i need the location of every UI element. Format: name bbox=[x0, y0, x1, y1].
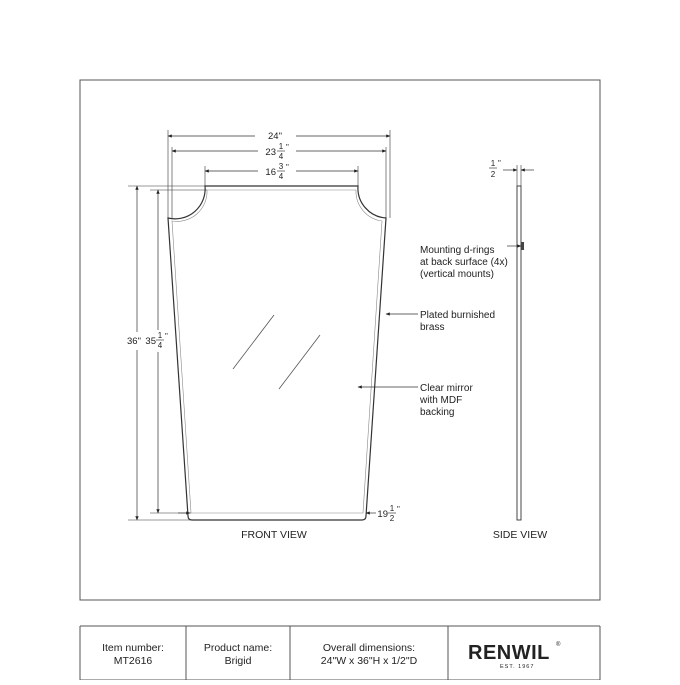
svg-text:backing: backing bbox=[420, 407, 455, 418]
dim-depth bbox=[489, 159, 501, 179]
svg-text:EST. 1967: EST. 1967 bbox=[500, 664, 535, 670]
svg-text:2: 2 bbox=[389, 514, 395, 523]
callout-mirror bbox=[419, 383, 473, 418]
svg-text:": " bbox=[165, 332, 168, 341]
svg-text:4: 4 bbox=[157, 341, 163, 350]
item-number-label: Item number: bbox=[102, 642, 164, 654]
d-ring-icon bbox=[521, 242, 524, 250]
side-view bbox=[489, 159, 547, 541]
svg-text:23: 23 bbox=[265, 147, 276, 158]
svg-text:3: 3 bbox=[278, 162, 284, 171]
svg-text:®: ® bbox=[556, 642, 561, 648]
dim-width-top bbox=[265, 162, 289, 181]
svg-text:": " bbox=[498, 159, 501, 168]
svg-text:4: 4 bbox=[278, 172, 284, 181]
dim-width-overall: 24" bbox=[268, 131, 282, 142]
svg-text:Clear mirror: Clear mirror bbox=[420, 383, 473, 394]
dim-height-inner bbox=[145, 331, 168, 350]
callout-finish bbox=[420, 310, 495, 333]
front-view bbox=[127, 130, 418, 541]
side-view-label: SIDE VIEW bbox=[492, 529, 548, 541]
svg-text:Plated burnished: Plated burnished bbox=[420, 310, 496, 321]
svg-text:": " bbox=[286, 163, 289, 172]
mirror-inner-outline bbox=[172, 190, 382, 513]
dim-width-inner bbox=[265, 142, 289, 161]
product-name-label: Product name: bbox=[203, 642, 273, 654]
svg-text:1: 1 bbox=[278, 142, 284, 151]
svg-text:": " bbox=[397, 505, 400, 514]
svg-text:1: 1 bbox=[490, 159, 496, 168]
side-profile bbox=[517, 186, 521, 520]
title-block bbox=[80, 626, 600, 680]
svg-text:2: 2 bbox=[490, 170, 496, 179]
svg-text:(vertical mounts): (vertical mounts) bbox=[420, 269, 494, 280]
svg-text:1: 1 bbox=[157, 331, 163, 340]
dim-height-overall: 36" bbox=[127, 336, 141, 347]
svg-text:RENWIL: RENWIL bbox=[468, 642, 550, 664]
svg-text:brass: brass bbox=[420, 322, 445, 333]
svg-text:16: 16 bbox=[265, 167, 276, 178]
svg-text:1: 1 bbox=[389, 504, 395, 513]
svg-text:Mounting d-rings: Mounting d-rings bbox=[420, 245, 495, 256]
item-number-value: MT2616 bbox=[113, 655, 153, 667]
overall-dimensions-label: Overall dimensions: bbox=[322, 642, 416, 654]
svg-text:19: 19 bbox=[377, 509, 388, 520]
svg-text:": " bbox=[286, 143, 289, 152]
brand-logo bbox=[468, 641, 561, 670]
callout-mounting bbox=[420, 245, 508, 280]
reflection-line bbox=[279, 335, 320, 389]
product-name-value: Brigid bbox=[224, 655, 252, 667]
front-view-label: FRONT VIEW bbox=[241, 529, 307, 541]
reflection-line bbox=[233, 315, 274, 369]
svg-text:4: 4 bbox=[278, 152, 284, 161]
svg-text:35: 35 bbox=[145, 336, 156, 347]
overall-dimensions-value: 24"W x 36"H x 1/2"D bbox=[320, 655, 418, 667]
dim-width-bottom bbox=[377, 504, 400, 523]
svg-text:with MDF: with MDF bbox=[420, 395, 463, 406]
svg-text:at back surface (4x): at back surface (4x) bbox=[420, 257, 508, 268]
mirror-outline bbox=[168, 186, 386, 520]
